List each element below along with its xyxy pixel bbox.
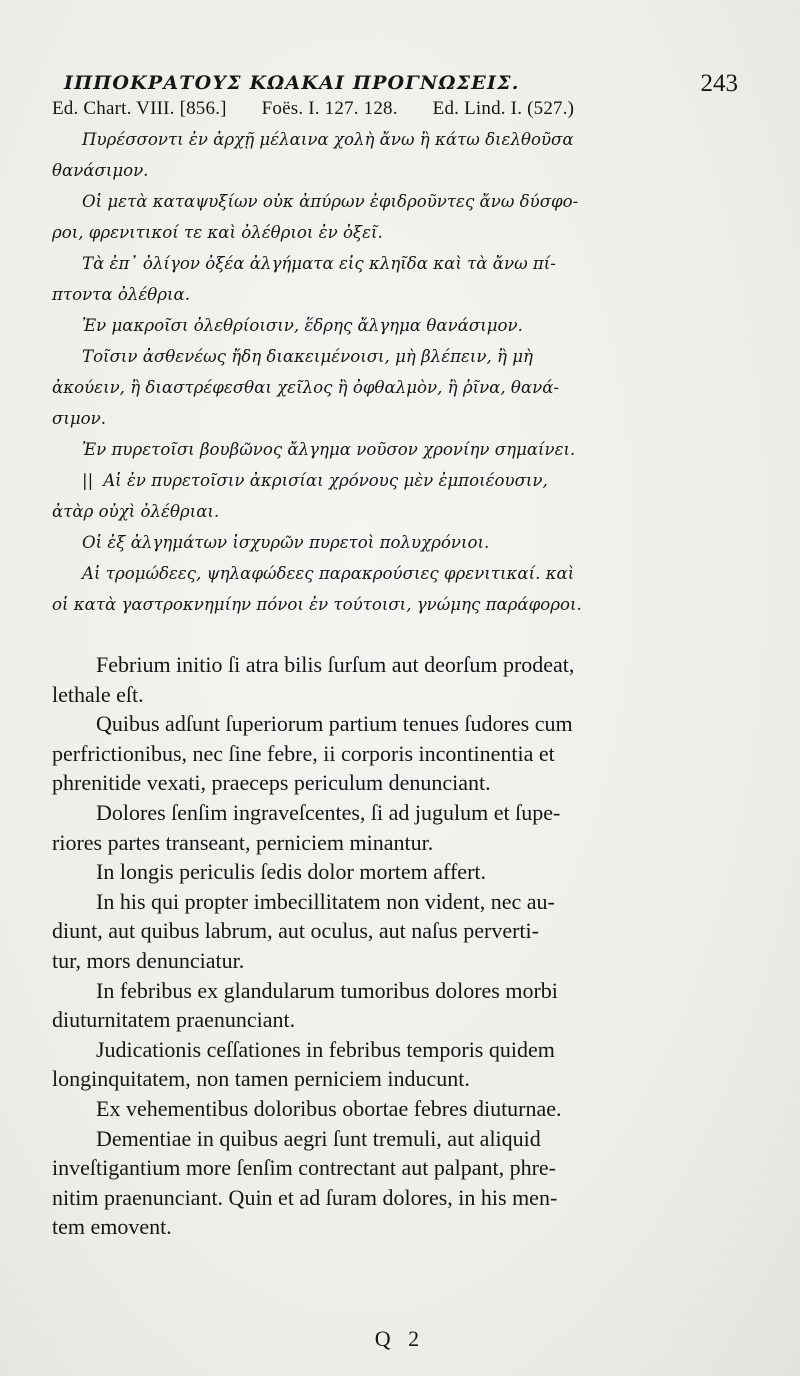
latin-line: diuturnitatem praenunciant.: [52, 1007, 296, 1033]
latin-line: inveſtigantium more ſenſim contrectant aut palpant, phre-: [52, 1155, 557, 1181]
greek-line: ροι, φρενιτικοί τε καὶ ὀλέθριοι ἐν ὀξεῖ.: [52, 223, 383, 242]
edition-ref-linden: Ed. Lind. I. (527.): [432, 98, 575, 119]
greek-line: θανάσιμον.: [52, 161, 149, 180]
latin-line: Dolores ſenſim ingraveſcentes, ſi ad jugulum et ſupe-: [96, 799, 561, 825]
greek-line: Πυρέσσοντι ἐν ἀρχῇ μέλαινα χολὴ ἄνω ἢ κάτω διελθοῦσα: [82, 130, 574, 149]
greek-paragraph: [52, 248, 748, 310]
latin-line: perfrictionibus, nec ſine febre, ii corporis incontinentia et: [52, 740, 555, 766]
latin-line: riores partes transeant, perniciem minantur.: [52, 829, 434, 855]
greek-line: Αἱ τρομώδεες, ψηλαφώδεες παρακρούσιες φρενιτικαί. καὶ: [82, 564, 575, 583]
greek-line: Ἐν μακροῖσι ὀλεθρίοισιν, ἕδρης ἄλγημα θανάσιμον.: [82, 316, 523, 335]
greek-line: Οἱ μετὰ καταψυξίων οὐκ ἀπύρων ἐφιδροῦντες ἄνω δύσφο-: [82, 192, 579, 211]
greek-paragraph: [52, 310, 748, 341]
greek-paragraph: [52, 124, 748, 186]
greek-line: [52, 465, 748, 496]
greek-text: [52, 124, 748, 620]
edition-ref-foes: Foës. I. 127. 128.: [261, 98, 398, 119]
latin-line: Dementiae in quibus aegri ſunt tremuli, aut aliquid: [96, 1125, 541, 1151]
greek-paragraph: [52, 341, 748, 434]
latin-paragraph: [52, 650, 748, 709]
latin-line: Febrium initio ſi atra bilis ſurſum aut deorſum prodeat,: [96, 652, 575, 677]
running-head: [52, 64, 748, 98]
latin-paragraph: [52, 857, 748, 887]
latin-line: In longis periculis ſedis dolor mortem affert.: [96, 859, 487, 885]
section-gap: [52, 620, 748, 650]
latin-translation: [52, 650, 748, 1242]
latin-line: tem emovent.: [52, 1214, 172, 1240]
running-title: ΙΠΠΟΚΡΑΤΟΥΣ ΚΩΑΚΑΙ ΠΡΟΓΝΩΣΕΙΣ.: [64, 72, 520, 94]
greek-line: πτοντα ὀλέθρια.: [52, 285, 190, 304]
greek-paragraph: [52, 558, 748, 620]
latin-line: Ex vehementibus doloribus obortae febres diuturnae.: [96, 1095, 562, 1121]
latin-paragraph: [52, 1035, 748, 1094]
latin-line: longinquitatem, non tamen perniciem inducunt.: [52, 1066, 470, 1092]
latin-paragraph: [52, 709, 748, 798]
latin-line: Judicationis ceſſationes in febribus temporis quidem: [96, 1036, 555, 1062]
greek-line: Τοῖσιν ἀσθενέως ἤδη διακειμένοισι, μὴ βλέπειν, ἢ μὴ: [82, 347, 533, 366]
latin-line: Quibus adſunt ſuperiorum partium tenues ſudores cum: [96, 711, 573, 737]
greek-line: Τὰ ἐπ᾽ ὀλίγον ὀξέα ἀλγήματα εἰς κληῖδα καὶ τὰ ἄνω πί-: [82, 254, 556, 273]
latin-paragraph: [52, 976, 748, 1035]
latin-paragraph: [52, 887, 748, 976]
greek-paragraph: [52, 434, 748, 465]
greek-line-text: Αἱ ἐν πυρετοῖσιν ἀκρισίαι χρόνους μὲν ἐμποιέουσιν,: [103, 471, 548, 490]
greek-line: Οἱ ἐξ ἀλγημάτων ἰσχυρῶν πυρετοὶ πολυχρόνιοι.: [82, 533, 490, 552]
signature-mark: Q 2: [374, 1326, 426, 1351]
greek-paragraph: [52, 465, 748, 527]
greek-line: οἱ κατὰ γαστροκνημίην πόνοι ἐν τούτοισι, γνώμης παράφοροι.: [52, 595, 582, 614]
latin-line: phrenitide vexati, praeceps periculum denunciant.: [52, 770, 491, 796]
latin-line: tur, mors denunciatur.: [52, 947, 245, 973]
latin-line: diunt, aut quibus labrum, aut oculus, aut naſus perverti-: [52, 918, 539, 944]
latin-line: In his qui propter imbecillitatem non vident, nec au-: [96, 888, 555, 914]
greek-paragraph: [52, 527, 748, 558]
edition-reference-line: [52, 98, 748, 120]
greek-line: σιμον.: [52, 409, 106, 428]
latin-paragraph: [52, 1094, 748, 1124]
latin-line: nitim praenunciant. Quin et ad ſuram dolores, in his men-: [52, 1184, 558, 1210]
greek-line: ἀτὰρ οὐχὶ ὀλέθριαι.: [52, 502, 220, 521]
page-number: 243: [700, 70, 738, 97]
greek-line: ἀκούειν, ἢ διαστρέφεσθαι χεῖλος ἢ ὀφθαλμὸν, ἢ ῥῖνα, θανά-: [52, 378, 560, 397]
latin-paragraph: [52, 1124, 748, 1242]
margin-mark: ||: [82, 471, 94, 490]
latin-line: In febribus ex glandularum tumoribus dolores morbi: [96, 977, 558, 1003]
latin-paragraph: [52, 798, 748, 857]
greek-paragraph: [52, 186, 748, 248]
greek-line: Ἐν πυρετοῖσι βουβῶνος ἄλγημα νοῦσον χρονίην σημαίνει.: [82, 440, 576, 459]
edition-ref-chartier: Ed. Chart. VIII. [856.]: [52, 98, 227, 119]
latin-line: lethale eſt.: [52, 681, 144, 707]
